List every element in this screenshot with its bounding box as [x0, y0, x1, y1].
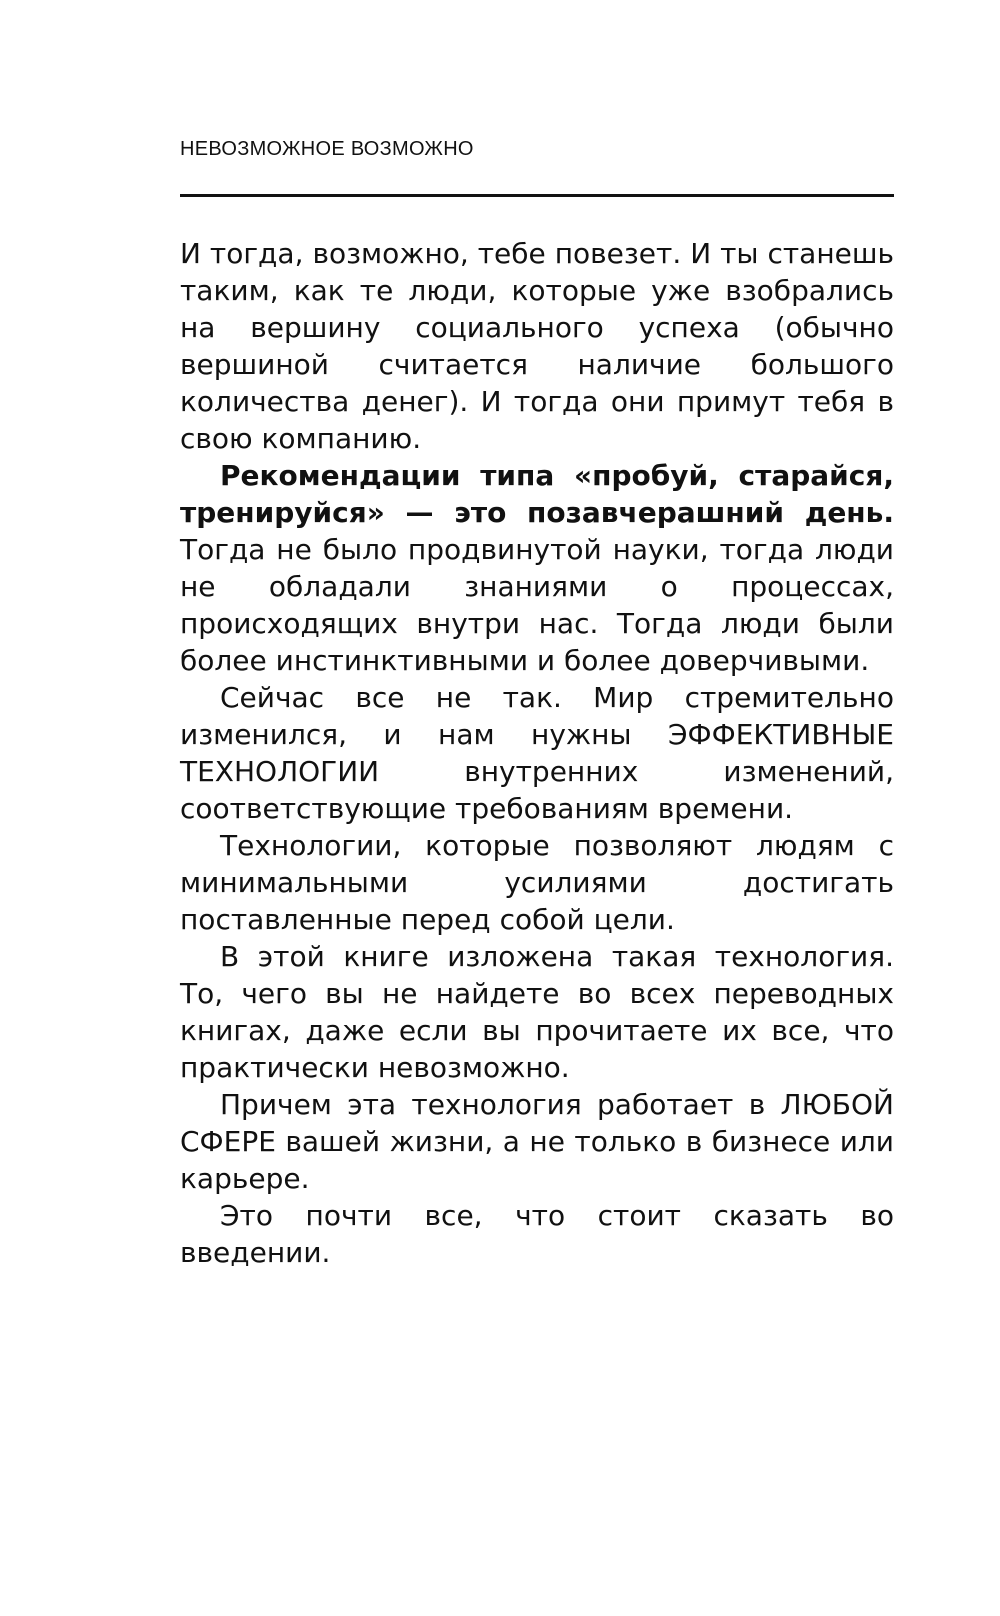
paragraph-text: И тогда, возможно, тебе повезет. И ты станешь таким, как те люди, которые уже взобрались на вершину социального успеха (обычно вершиной считается наличие большого количества денег). И тогда они примут тебя в свою компанию.: [180, 237, 894, 455]
paragraph-6: [180, 1086, 894, 1197]
paragraph-text: Технологии, которые позволяют людям с минимальными усилиями достигать поставленные перед собой цели.: [180, 829, 894, 936]
paragraph-5: [180, 938, 894, 1086]
paragraph-3: [180, 679, 894, 827]
paragraph-text: Причем эта технология работает в ЛЮБОЙ СФЕРЕ вашей жизни, а не только в бизнесе или карьере.: [180, 1088, 894, 1195]
paragraph-bold-lead: Рекомендации типа «пробуй, старайся, тренируйся» — это позавчерашний день.: [180, 459, 894, 529]
paragraph-1: [180, 235, 894, 457]
paragraph-text: Сейчас все не так. Мир стремительно изменился, и нам нужны ЭФФЕКТИВНЫЕ ТЕХНОЛОГИИ внутренних изменений, соответствующие требованиям времени.: [180, 681, 894, 825]
header-rule: [180, 194, 894, 197]
paragraph-text: Тогда не было продвинутой науки, тогда люди не обладали знаниями о процессах, происходящих внутри нас. Тогда люди были более инстинктивными и более доверчивыми.: [180, 533, 894, 677]
paragraph-4: [180, 827, 894, 938]
body-text: [180, 235, 894, 1271]
paragraph-text: В этой книге изложена такая технология. То, чего вы не найдете во всех переводных книгах, даже если вы прочитаете их все, что практически невозможно.: [180, 940, 894, 1084]
paragraph-2: [180, 457, 894, 679]
paragraph-text: Это почти все, что стоит сказать во введении.: [180, 1199, 894, 1269]
paragraph-7: [180, 1197, 894, 1271]
running-head: НЕВОЗМОЖНОЕ ВОЗМОЖНО: [180, 138, 474, 160]
